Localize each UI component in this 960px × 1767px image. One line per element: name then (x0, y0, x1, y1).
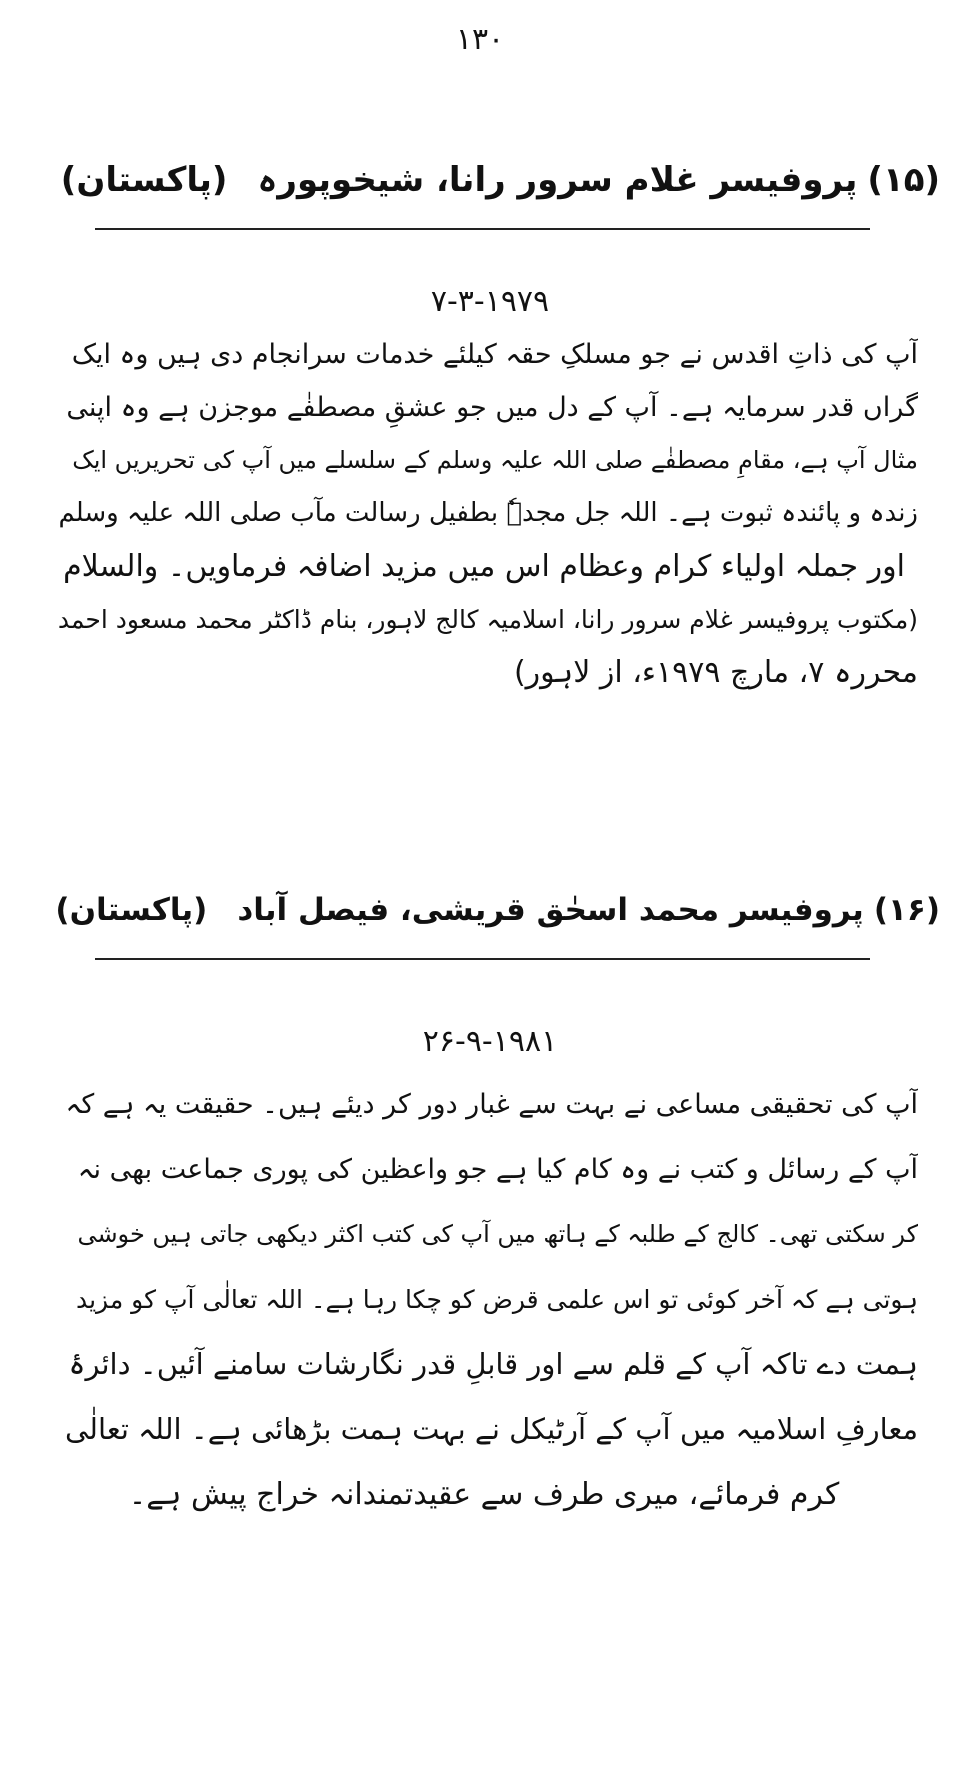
heading-divider (95, 228, 870, 230)
citation-line: (مکتوب پروفیسر غلام سرور رانا، اسلامیہ کالج لاہور، بنام ڈاکٹر محمد مسعود احمد (57, 605, 918, 634)
letter-line: گراں قدر سرمایہ ہے۔ آپ کے دل میں جو عشقِ مصطفٰے موجزن ہے وہ اپنی (66, 392, 918, 423)
entry-15 (40, 150, 940, 699)
letter-line: کرم فرمائے، میری طرف سے عقیدتمندانہ خراج پیش ہے۔ (128, 1477, 840, 1512)
entry-title: پروفیسر محمد اسحٰق قریشی، فیصل آباد (237, 892, 864, 928)
entry-number: (۱۶) (873, 892, 940, 928)
letter-date: ۲۶-۹-۱۹۸۱ (422, 1024, 558, 1059)
letter-body (40, 328, 940, 699)
letter-line: ہوتی ہے کہ آخر کوئی تو اس علمی قرض کو چکا رہا ہے۔ اللہ تعالٰی آپ کو مزید (75, 1285, 918, 1314)
entry-title: پروفیسر غلام سرور رانا، شیخوپورہ (257, 160, 858, 200)
letter-line: مثال آپ ہے، مقامِ مصطفٰے صلی اللہ علیہ وسلم کے سلسلے میں آپ کی تحریریں ایک (72, 446, 918, 474)
heading-divider (95, 958, 870, 960)
letter-line: معارفِ اسلامیہ میں آپ کے آرٹیکل نے بہت ہمت بڑھائی ہے۔ اللہ تعالٰی (64, 1412, 918, 1446)
entry-heading (40, 150, 940, 214)
letter-line: کر سکتی تھی۔ کالج کے طلبہ کے ہاتھ میں آپ کی کتب اکثر دیکھی جاتی ہیں خوشی (77, 1220, 918, 1248)
letter-body (40, 1072, 940, 1527)
entry-country: (پاکستان) (60, 160, 228, 200)
letter-line: آپ کی تحقیقی مساعی نے بہت سے غبار دور کر دیئے ہیں۔ حقیقت یہ ہے کہ (65, 1089, 918, 1120)
letter-line: اور جملہ اولیاء کرام وعظام اس میں مزید اضافہ فرماویں۔ والسلام (63, 549, 905, 584)
entry-16 (40, 880, 940, 1527)
letter-date: ۷-۳-۱۹۷۹ (430, 284, 550, 319)
citation-line: محررہ ۷، مارچ ۱۹۷۹ء، از لاہور) (513, 655, 918, 690)
letter-line: آپ کے رسائل و کتب نے وہ کام کیا ہے جو واعظین کی پوری جماعت بھی نہ (77, 1154, 918, 1185)
letter-line: آپ کی ذاتِ اقدس نے جو مسلکِ حقہ کیلئے خدمات سرانجام دی ہیں وہ ایک (71, 339, 918, 370)
page-number: ۱۳۰ (455, 22, 505, 57)
letter-line: زندہ و پائندہ ثبوت ہے۔ اللہ جل مجدہٗ بطفیل رسالت مآب صلی اللہ علیہ وسلم (58, 498, 918, 528)
entry-number: (۱۵) (867, 160, 940, 200)
letter-line: ہمت دے تاکہ آپ کے قلم سے اور قابلِ قدر نگارشات سامنے آئیں۔ دائرۂ (68, 1347, 918, 1381)
entry-country: (پاکستان) (55, 892, 208, 928)
entry-heading (40, 880, 940, 944)
